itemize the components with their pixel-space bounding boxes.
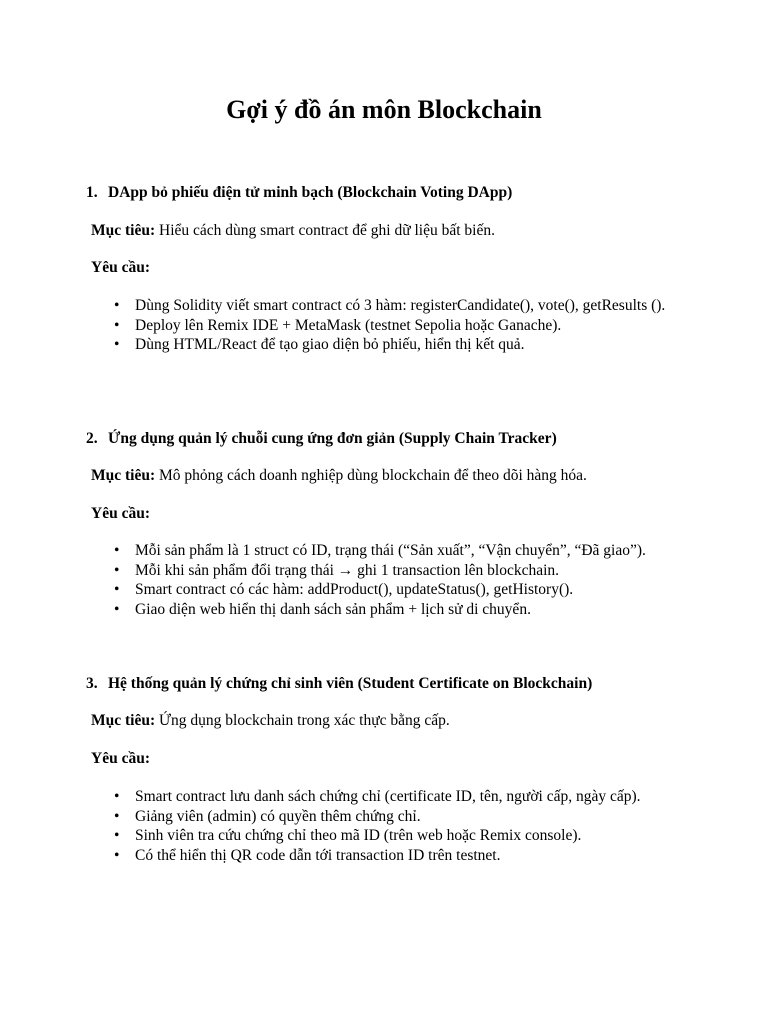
- bullet-icon: •: [114, 827, 120, 844]
- list-item-text: Smart contract có các hàm: addProduct(), updateStatus(), getHistory().: [135, 581, 574, 598]
- bullet-icon: •: [114, 316, 120, 334]
- bullet-icon: •: [114, 581, 120, 598]
- section-1-goal-label: Mục tiêu:: [91, 222, 156, 239]
- list-item-text: Có thể hiển thị QR code dẫn tới transaction ID trên testnet.: [135, 846, 501, 864]
- section-2-heading: [86, 429, 557, 449]
- section-1-goal: [91, 221, 495, 241]
- list-item: [114, 541, 694, 561]
- bullet-icon: •: [114, 807, 120, 825]
- list-item: [114, 335, 694, 355]
- section-1-number: 1.: [86, 184, 98, 201]
- bullet-icon: •: [114, 542, 120, 559]
- bullet-icon: •: [114, 600, 120, 618]
- list-item: [114, 846, 694, 866]
- list-item: [114, 296, 694, 316]
- list-item-text: Giảng viên (admin) có quyền thêm chứng chỉ.: [135, 807, 421, 825]
- list-item-text: Smart contract lưu danh sách chứng chỉ (certificate ID, tên, người cấp, ngày cấp).: [135, 788, 641, 805]
- list-item: [114, 561, 694, 581]
- section-1-requirements-list: [114, 296, 694, 355]
- section-2-number: 2.: [86, 430, 98, 447]
- bullet-icon: •: [114, 561, 120, 579]
- document-title: Gợi ý đồ án môn Blockchain: [226, 95, 542, 124]
- list-item: [114, 600, 694, 620]
- section-3-requirements-list: [114, 787, 694, 865]
- section-3-number: 3.: [86, 675, 98, 692]
- bullet-icon: •: [114, 297, 120, 314]
- bullet-icon: •: [114, 788, 120, 805]
- bullet-icon: •: [114, 336, 120, 353]
- section-2-requirements-label: Yêu cầu:: [91, 505, 150, 522]
- section-3-goal-text: Ứng dụng blockchain trong xác thực bằng cấp.: [155, 712, 450, 729]
- list-item: [114, 316, 694, 336]
- section-2-goal: [91, 466, 587, 486]
- section-1-heading: [86, 183, 512, 203]
- section-1-goal-text: Hiểu cách dùng smart contract để ghi dữ liệu bất biến.: [155, 222, 495, 239]
- list-item-text: Dùng HTML/React để tạo giao diện bỏ phiếu, hiển thị kết quả.: [135, 336, 525, 353]
- bullet-icon: •: [114, 846, 120, 864]
- section-2-title: Ứng dụng quản lý chuỗi cung ứng đơn giản (Supply Chain Tracker): [108, 430, 557, 447]
- section-2-requirements-list: [114, 541, 694, 619]
- list-item-text: Giao diện web hiển thị danh sách sản phẩm + lịch sử di chuyển.: [135, 600, 531, 618]
- list-item-text: Deploy lên Remix IDE + MetaMask (testnet Sepolia hoặc Ganache).: [135, 316, 562, 334]
- section-3-heading: [86, 674, 592, 694]
- list-item: [114, 580, 694, 600]
- list-item: [114, 826, 694, 846]
- list-item: [114, 787, 694, 807]
- section-3-goal-label: Mục tiêu:: [91, 712, 156, 729]
- list-item-text: Mỗi khi sản phẩm đổi trạng thái → ghi 1 transaction lên blockchain.: [135, 561, 560, 579]
- section-3-goal: [91, 711, 450, 731]
- list-item-text: Dùng Solidity viết smart contract có 3 hàm: registerCandidate(), vote(), getResults ().: [135, 297, 666, 314]
- section-2-goal-text: Mô phỏng cách doanh nghiệp dùng blockchain để theo dõi hàng hóa.: [155, 467, 587, 484]
- list-item-text: Sinh viên tra cứu chứng chỉ theo mã ID (trên web hoặc Remix console).: [135, 827, 582, 844]
- list-item-text: Mỗi sản phẩm là 1 struct có ID, trạng thái (“Sản xuất”, “Vận chuyển”, “Đã giao”).: [135, 542, 646, 559]
- list-item: [114, 807, 694, 827]
- section-1-requirements-label: Yêu cầu:: [91, 259, 150, 276]
- section-2-goal-label: Mục tiêu:: [91, 467, 156, 484]
- section-1-title: DApp bỏ phiếu điện tử minh bạch (Blockchain Voting DApp): [108, 184, 513, 201]
- section-3-requirements-label: Yêu cầu:: [91, 750, 150, 767]
- section-3-title: Hệ thống quản lý chứng chỉ sinh viên (Student Certificate on Blockchain): [108, 675, 593, 692]
